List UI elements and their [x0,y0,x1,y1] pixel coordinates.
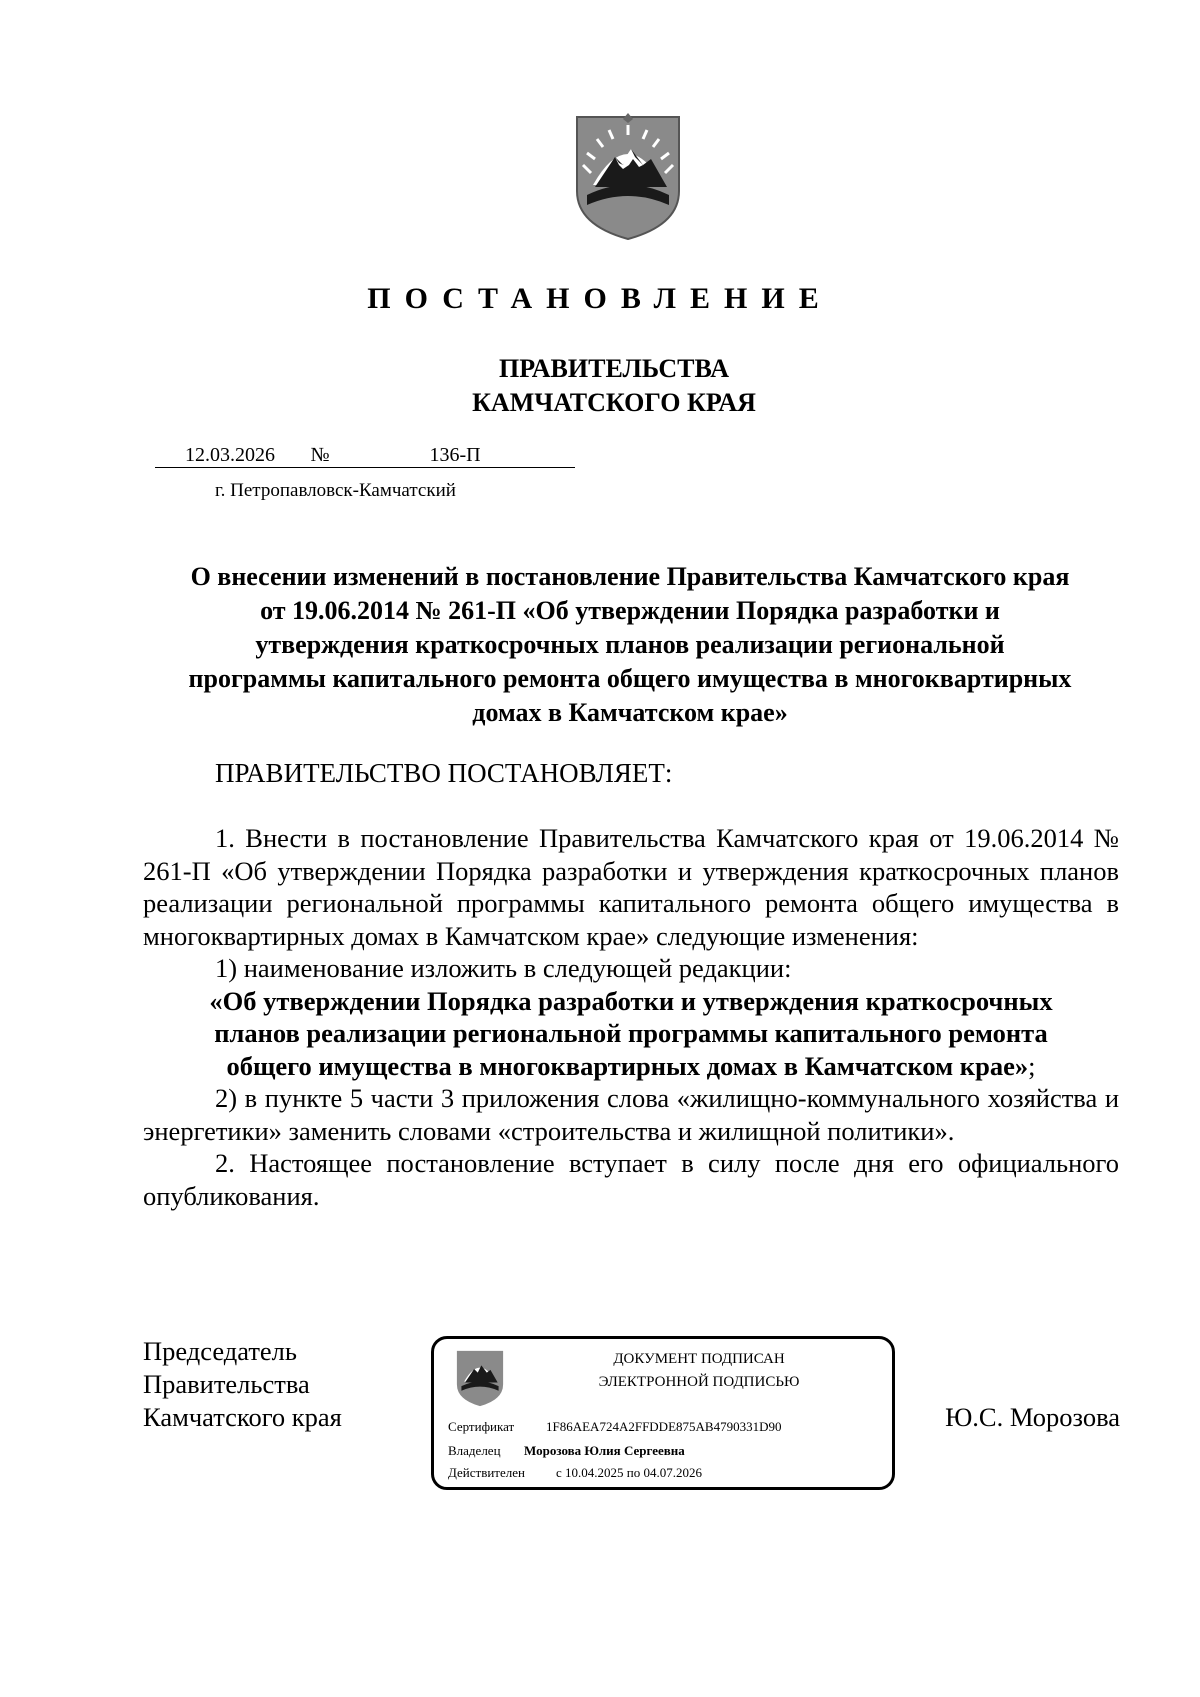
quote-tail: ; [1028,1050,1036,1081]
signatory-name: Ю.С. Морозова [945,1402,1120,1432]
quote-line-text: общего имущества в многоквартирных домах в Камчатском крае» [226,1050,1029,1081]
paragraph-1-2: 2) в пункте 5 части 3 приложения слова «жилищно-коммунального хозяйства и энергетики» заменить словами «строительства и жилищной политики». [143,1083,1119,1146]
number-sign: № [305,444,335,468]
valid-label: Действителен [448,1465,525,1480]
paragraph-1: 1. Внести в постановление Правительства Камчатского края от 19.06.2014 № 261-П «Об утверждении Порядка разработки и утверждения краткосрочных планов реализации региональной программы капитального ремонта общего имущества в многоквартирных домах в Камчатском крае» следующие изменения: [143,823,1119,951]
subject-line: О внесении изменений в постановление Правительства Камчатского края [190,562,1070,591]
paragraph-1-1: 1) наименование изложить в следующей редакции: [215,953,792,983]
paragraph-2: 2. Настоящее постановление вступает в силу после дня его официального опубликования. [143,1148,1119,1211]
document-number: 136-П [335,444,575,468]
stamp-heading-1: ДОКУМЕНТ ПОДПИСАН [613,1351,785,1367]
stamp-certificate-row [448,1419,781,1435]
valid-value: с 10.04.2025 по 04.07.2026 [556,1465,702,1480]
document-date: 12.03.2026 [155,444,305,468]
position-line: Председатель [143,1336,297,1366]
cert-value: 1F86AEA724A2FFDDE875AB4790331D90 [546,1419,782,1434]
stamp-validity-row [448,1465,702,1481]
new-title-quote [143,985,1119,1083]
quote-line-last [143,1050,1119,1083]
stamp-heading-2: ЭЛЕКТРОННОЙ ПОДПИСЬЮ [598,1374,800,1390]
date-number-line [155,444,585,470]
document-body [143,822,1119,1212]
document-city: г. Петропавловск-Камчатский [215,480,456,501]
signatory-position [143,1335,342,1434]
quote-line: «Об утверждении Порядка разработки и утверждения краткосрочных [209,985,1053,1016]
subject-line: программы капитального ремонта общего имущества в многоквартирных [188,664,1072,693]
subject-line: от 19.06.2014 № 261-П «Об утверждении Порядка разработки и [260,596,1000,625]
electronic-signature-stamp [431,1336,895,1490]
decree-heading: ПРАВИТЕЛЬСТВО ПОСТАНОВЛЯЕТ: [215,758,673,788]
issuer-line-1: ПРАВИТЕЛЬСТВА [499,354,729,383]
cert-label: Сертификат [448,1419,515,1434]
subject-line: утверждения краткосрочных планов реализации региональной [255,630,1005,659]
quote-line: планов реализации региональной программы капитального ремонта [214,1018,1048,1048]
issuer-block [0,352,1200,420]
document-title: ПОСТАНОВЛЕНИЕ [367,282,833,315]
coat-of-arms-icon [573,113,683,241]
owner-value: Морозова Юлия Сергеевна [524,1443,685,1458]
subject-line: домах в Камчатском крае» [472,698,788,727]
position-line: Правительства [143,1369,310,1399]
position-line: Камчатского края [143,1402,342,1432]
issuer-line-2: КАМЧАТСКОГО КРАЯ [472,388,756,417]
owner-label: Владелец [448,1443,501,1458]
stamp-owner-row [448,1443,685,1459]
document-subject [140,560,1120,730]
stamp-coat-of-arms-icon [454,1349,506,1407]
